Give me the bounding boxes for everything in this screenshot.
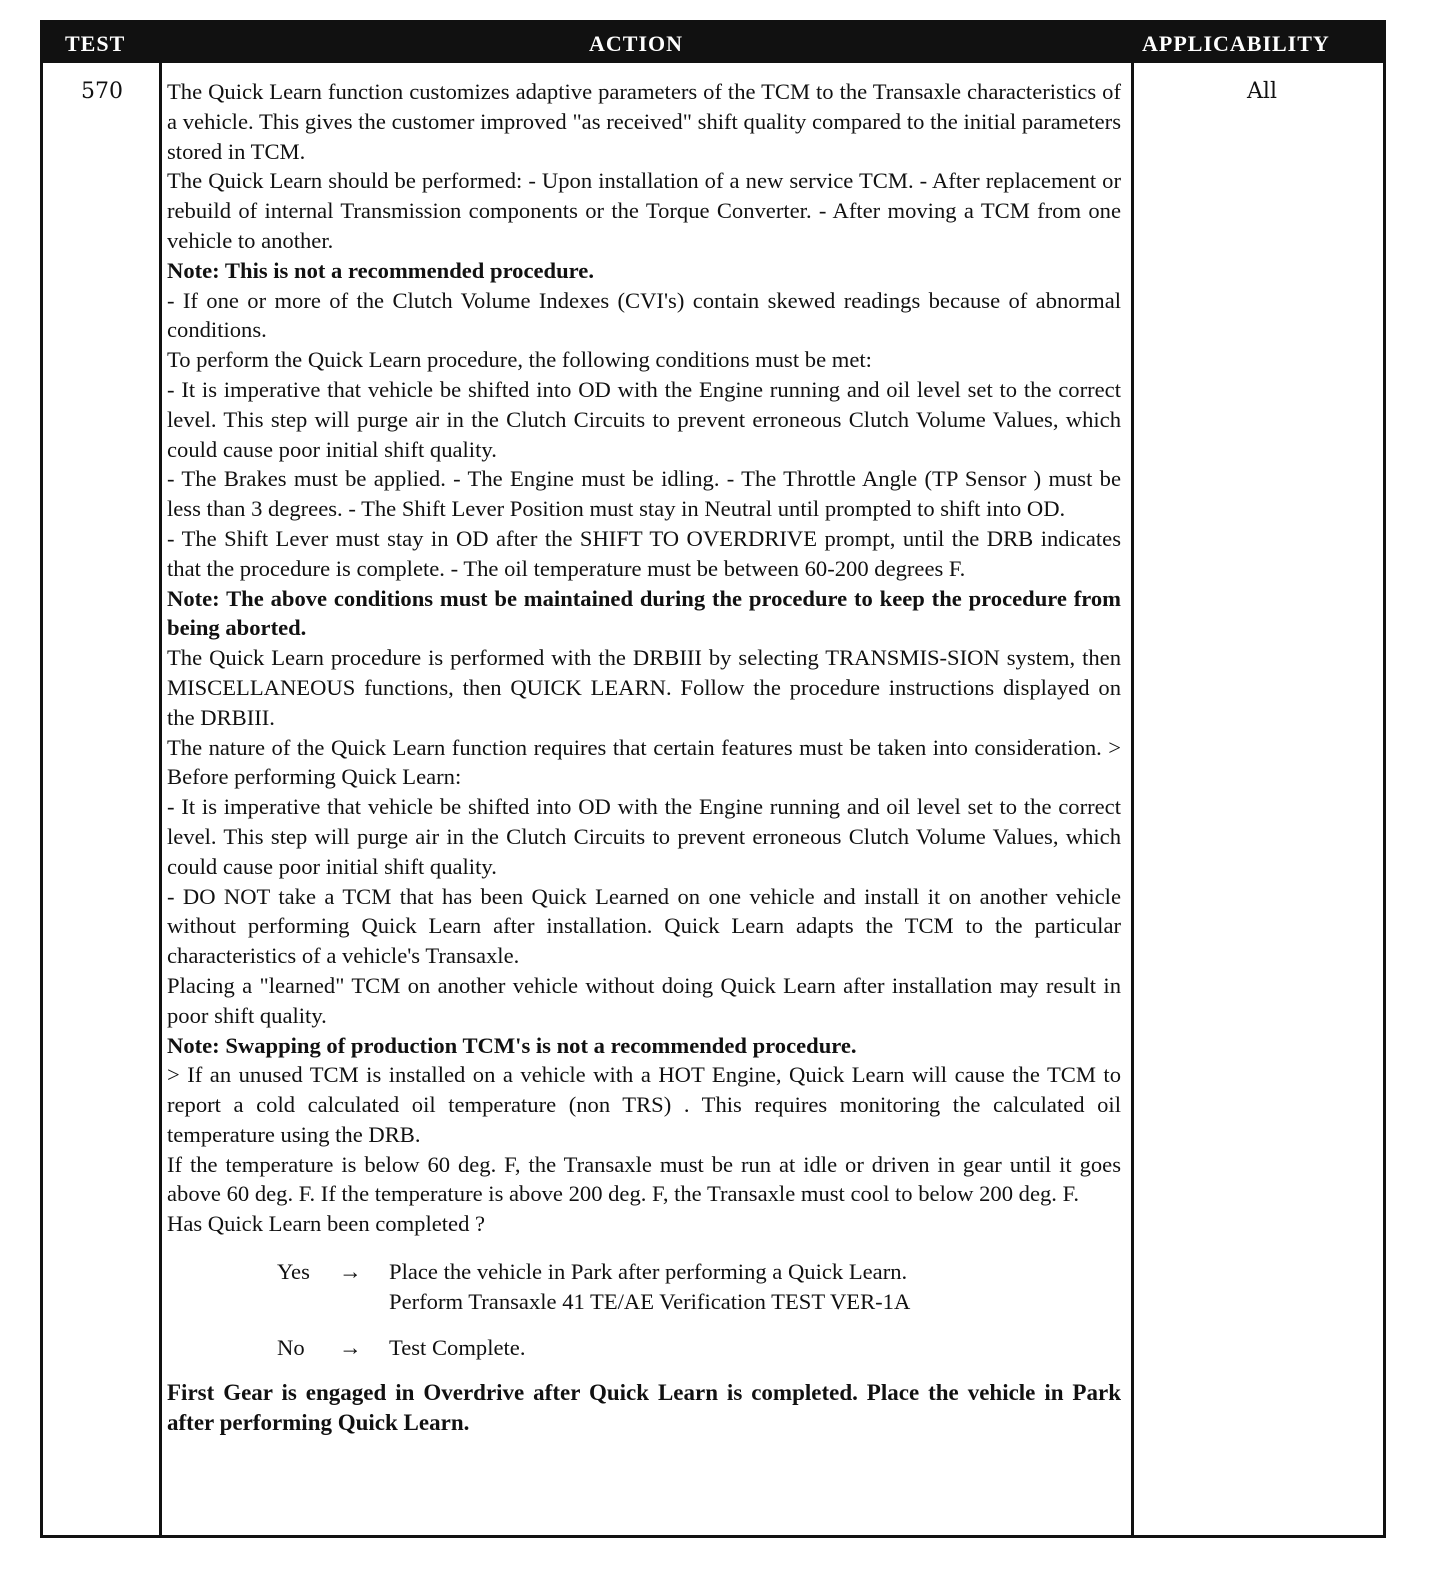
answer-options	[167, 1257, 1121, 1362]
answer-option-no	[167, 1333, 1121, 1363]
action-paragraph: The Quick Learn function customizes adaptive parameters of the TCM to the Transaxle characteristics of a vehicle. This gives the customer improved "as received" shift quality compared to the initial parameters stored in TCM.	[167, 79, 1121, 164]
action-paragraph: - It is imperative that vehicle be shifted into OD with the Engine running and oil level set to the correct level. This step will purge air in the Clutch Circuits to prevent erroneous Clutch Volume Values, which could cause poor initial shift quality.	[167, 794, 1121, 879]
action-paragraph: Placing a "learned" TCM on another vehicle without doing Quick Learn after installation may result in poor shift quality.	[167, 972, 1121, 1028]
note-paragraph: Note: The above conditions must be maintained during the procedure to keep the procedure from being aborted.	[167, 585, 1121, 641]
applicability-value: All	[1247, 79, 1277, 104]
action-paragraph: To perform the Quick Learn procedure, the following conditions must be met:	[167, 347, 872, 373]
final-note: First Gear is engaged in Overdrive after Quick Learn is completed. Place the vehicle in Park after performing Quick Learn.	[167, 1380, 1121, 1436]
answer-option-yes	[167, 1257, 1121, 1317]
option-result	[389, 1333, 1121, 1363]
arrow-icon: →	[339, 1259, 362, 1285]
action-paragraph: > If an unused TCM is installed on a vehicle with a HOT Engine, Quick Learn will cause the TCM to report a cold calculated oil temperature (non TRS) . This requires monitoring the calculated oil temperature using the DRB.	[167, 1062, 1121, 1147]
option-result-line: Place the vehicle in Park after performing a Quick Learn.	[389, 1259, 908, 1285]
action-paragraph: The nature of the Quick Learn function requires that certain features must be taken into consideration. > Before performing Quick Learn:	[167, 734, 1121, 790]
note-paragraph: Note: Swapping of production TCM's is not a recommended procedure.	[167, 1032, 857, 1058]
test-number: 570	[81, 79, 123, 104]
option-result	[389, 1257, 1121, 1317]
action-paragraph: - The Shift Lever must stay in OD after the SHIFT TO OVERDRIVE prompt, until the DRB indicates that the procedure is complete. - The oil temperature must be between 60-200 degrees F.	[167, 525, 1121, 581]
action-paragraph: The Quick Learn procedure is performed with the DRBIII by selecting TRANSMIS-SION system, then MISCELLANEOUS functions, then QUICK LEARN. Follow the procedure instructions displayed on the DRBIII.	[167, 645, 1121, 730]
option-result-line: Perform Transaxle 41 TE/AE Verification TEST VER-1A	[389, 1288, 911, 1314]
option-label: Yes	[277, 1259, 310, 1285]
option-label: No	[277, 1334, 305, 1360]
action-paragraph: - It is imperative that vehicle be shifted into OD with the Engine running and oil level set to the correct level. This step will purge air in the Clutch Circuits to prevent erroneous Clutch Volume Values, which could cause poor initial shift quality.	[167, 376, 1121, 462]
action-paragraph: - DO NOT take a TCM that has been Quick Learned on one vehicle and install it on another vehicle without performing Quick Learn after installation. Quick Learn adapts the TCM to the particular characteristics of a vehicle's Transaxle.	[167, 883, 1121, 969]
action-paragraph: - The Brakes must be applied. - The Engine must be idling. - The Throttle Angle (TP Sensor ) must be less than 3 degrees. - The Shift Lever Position must stay in Neutral until prompted to shift into OD.	[167, 466, 1121, 522]
table-header	[43, 23, 1383, 63]
note-paragraph: Note: This is not a recommended procedure.	[167, 257, 594, 283]
action-paragraph: The Quick Learn should be performed: - Upon installation of a new service TCM. - After replacement or rebuild of internal Transmission components or the Torque Converter. - After moving a TCM from one vehicle to another.	[167, 168, 1121, 253]
action-paragraphs	[167, 77, 1121, 1239]
option-result-line: Test Complete.	[389, 1334, 526, 1360]
header-test: TEST	[65, 31, 126, 56]
action-paragraph: - If one or more of the Clutch Volume Indexes (CVI's) contain skewed readings because of abnormal conditions.	[167, 287, 1121, 343]
header-applicability: APPLICABILITY	[1142, 31, 1330, 56]
action-text	[167, 77, 1121, 1438]
header-action: ACTION	[589, 31, 684, 56]
action-paragraph: If the temperature is below 60 deg. F, the Transaxle must be run at idle or driven in gear until it goes above 60 deg. F. If the temperature is above 200 deg. F, the Transaxle must cool to below 200 deg. F.	[167, 1151, 1121, 1207]
diagnostic-test-table	[40, 20, 1386, 1538]
column-divider	[1131, 63, 1134, 1535]
action-paragraph: Has Quick Learn been completed ?	[167, 1211, 486, 1237]
column-divider	[159, 63, 162, 1535]
arrow-icon: →	[339, 1334, 362, 1360]
